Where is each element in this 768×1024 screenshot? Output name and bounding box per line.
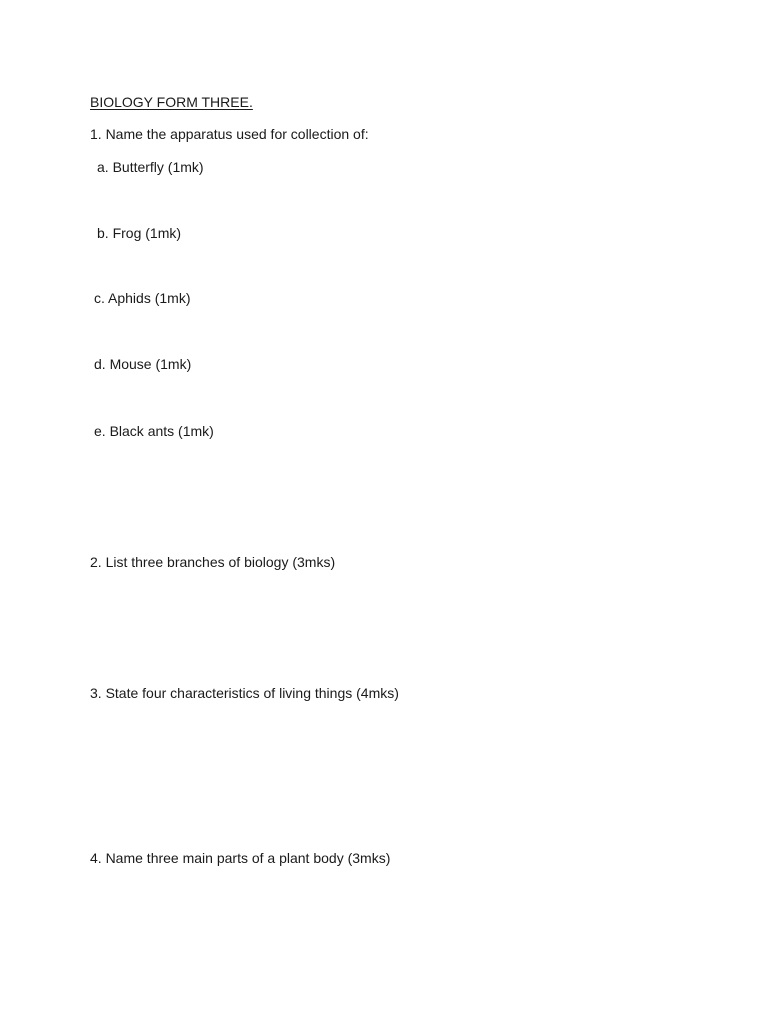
question-3: 3. State four characteristics of living things (4mks) (90, 685, 399, 701)
question-1-part-b: b. Frog (1mk) (97, 225, 182, 241)
document-title: BIOLOGY FORM THREE. (90, 94, 253, 110)
question-1-part-e: e. Black ants (1mk) (94, 423, 214, 439)
question-1: 1. Name the apparatus used for collection of: (90, 126, 369, 142)
question-1-part-d: d. Mouse (1mk) (94, 356, 192, 372)
question-4: 4. Name three main parts of a plant body (3mks) (90, 850, 391, 866)
question-1-part-c: c. Aphids (1mk) (94, 290, 191, 306)
question-2: 2. List three branches of biology (3mks) (90, 554, 336, 570)
question-1-part-a: a. Butterfly (1mk) (97, 159, 204, 175)
